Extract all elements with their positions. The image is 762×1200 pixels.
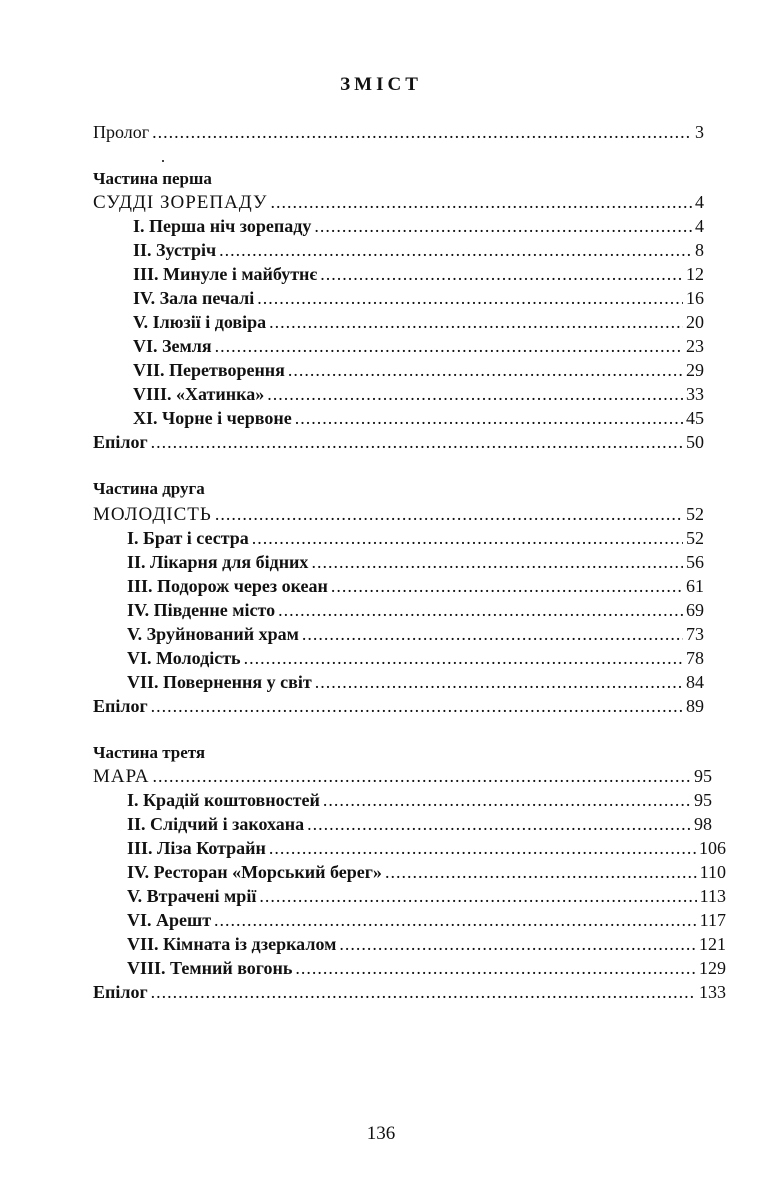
toc-page: 84 [686,672,704,692]
toc-page: 23 [686,336,704,356]
toc-chapter [0,956,762,980]
toc-page: 95 [694,790,712,810]
toc-label: VI. Арешт [127,910,212,930]
toc-label: VII. Повернення у світ [127,672,312,692]
dot-leader [267,382,683,406]
toc-chapter [0,598,762,622]
dot-leader [314,214,692,238]
toc-chapter [0,908,762,932]
toc-page: 4 [695,192,704,212]
page-title: ЗМІСТ [340,74,422,95]
dot-leader [259,884,696,908]
toc-page: 78 [686,648,704,668]
dot-leader [252,526,683,550]
toc-entry-prolog [0,120,762,144]
toc-label: V. Втрачені мрії [127,886,257,906]
dot-leader [278,598,683,622]
toc-label: III. Ліза Котрайн [127,838,266,858]
toc-page: 95 [694,766,712,786]
toc-page: 12 [686,264,704,284]
toc-label: II. Лікарня для бідних [127,552,309,572]
toc-label: VIII. Темний вогонь [127,958,293,978]
dot-leader [269,310,683,334]
toc-label: VI. Молодість [127,648,241,668]
toc-section [0,190,762,214]
toc-chapter [0,788,762,812]
toc-chapter [0,406,762,430]
toc-page: 69 [686,600,704,620]
toc-epilog [0,694,762,718]
toc-chapter [0,812,762,836]
toc-page: 98 [694,814,712,834]
part-heading: Частина друга [93,479,205,498]
toc-page: 29 [686,360,704,380]
part-heading: Частина перша [93,169,212,188]
toc-label: III. Подорож через океан [127,576,328,596]
toc-page: 16 [686,288,704,308]
toc-chapter [0,622,762,646]
toc-chapter [0,836,762,860]
toc-chapter [0,238,762,262]
dot-leader [219,238,692,262]
dot-leader [244,646,683,670]
dot-leader [151,980,696,1004]
dot-leader [320,262,683,286]
toc-label: Епілог [93,982,148,1002]
toc-chapter [0,262,762,286]
toc-page: 121 [699,934,726,954]
dot-leader [215,334,683,358]
toc-label: XI. Чорне і червоне [133,408,292,428]
toc-label: VII. Перетворення [133,360,285,380]
toc-label: V. Ілюзії і довіра [133,312,267,332]
dot-leader [302,622,683,646]
toc-label: III. Минуле і майбутнє [133,264,318,284]
toc-chapter [0,574,762,598]
dot-leader [295,956,696,980]
dot-leader [151,430,683,454]
toc-page: 106 [699,838,726,858]
toc-label: I. Перша ніч зорепаду [133,216,312,236]
toc-label: Епілог [93,432,148,452]
toc-chapter [0,550,762,574]
dot-leader [152,764,691,788]
toc-label: IV. Ресторан «Морський берег» [127,862,382,882]
dot-leader [269,836,696,860]
toc-label: VI. Земля [133,336,212,356]
toc-chapter [0,310,762,334]
page-number: 136 [366,1123,396,1144]
toc-page: 33 [686,384,704,404]
toc-chapter [0,214,762,238]
toc-label: Епілог [93,696,148,716]
toc-page: 45 [686,408,704,428]
toc-chapter [0,646,762,670]
dot-leader [152,120,692,144]
toc-page: 50 [686,432,704,452]
toc-label: IV. Південне місто [127,600,276,620]
toc-page: 110 [699,862,726,882]
toc-page: 129 [699,958,726,978]
toc-page: 52 [686,528,704,548]
toc-page: 133 [699,982,726,1002]
toc-label: Пролог [93,122,150,142]
toc-section [0,502,762,526]
toc-page: 20 [686,312,704,332]
toc-chapter [0,526,762,550]
dot-leader [307,812,691,836]
toc-label: II. Зустріч [133,240,217,260]
dot-leader [315,670,683,694]
toc-epilog [0,430,762,454]
toc-page: 61 [686,576,704,596]
toc-label: МОЛОДІСТЬ [93,504,212,525]
toc-page: 56 [686,552,704,572]
dot-leader [151,694,683,718]
toc-label: VIII. «Хатинка» [133,384,265,404]
toc-page: 89 [686,696,704,716]
toc-label: IV. Зала печалі [133,288,255,308]
dot-leader [288,358,683,382]
toc-chapter [0,884,762,908]
toc-label: II. Слідчий і закохана [127,814,305,834]
toc-chapter [0,670,762,694]
toc-page: 4 [695,216,704,236]
toc-chapter [0,334,762,358]
toc-chapter [0,932,762,956]
toc-label: V. Зруйнований храм [127,624,299,644]
toc-chapter [0,286,762,310]
toc-page: 52 [686,504,704,524]
toc-page: 73 [686,624,704,644]
toc-label: МАРА [93,766,150,787]
toc-chapter [0,860,762,884]
toc-label: VII. Кімната із дзеркалом [127,934,337,954]
toc-page: 113 [699,886,726,906]
dot-leader [295,406,683,430]
toc-section [0,764,762,788]
dot-leader [215,502,683,526]
dot-leader [331,574,683,598]
toc-page: 8 [695,240,704,260]
part-heading: Частина третя [93,743,206,762]
dot-leader [214,908,697,932]
dot-leader [311,550,683,574]
toc-label: I. Брат і сестра [127,528,249,548]
dot-leader [323,788,691,812]
toc-chapter [0,382,762,406]
toc-page: 117 [699,910,726,930]
dot-leader [270,190,692,214]
stray-mark [162,160,164,162]
toc-epilog [0,980,762,1004]
toc-label: I. Крадій коштовностей [127,790,320,810]
dot-leader [385,860,697,884]
dot-leader [257,286,683,310]
dot-leader [339,932,696,956]
toc-chapter [0,358,762,382]
toc-label: СУДДІ ЗОРЕПАДУ [93,192,268,213]
toc-page: 3 [695,122,704,142]
